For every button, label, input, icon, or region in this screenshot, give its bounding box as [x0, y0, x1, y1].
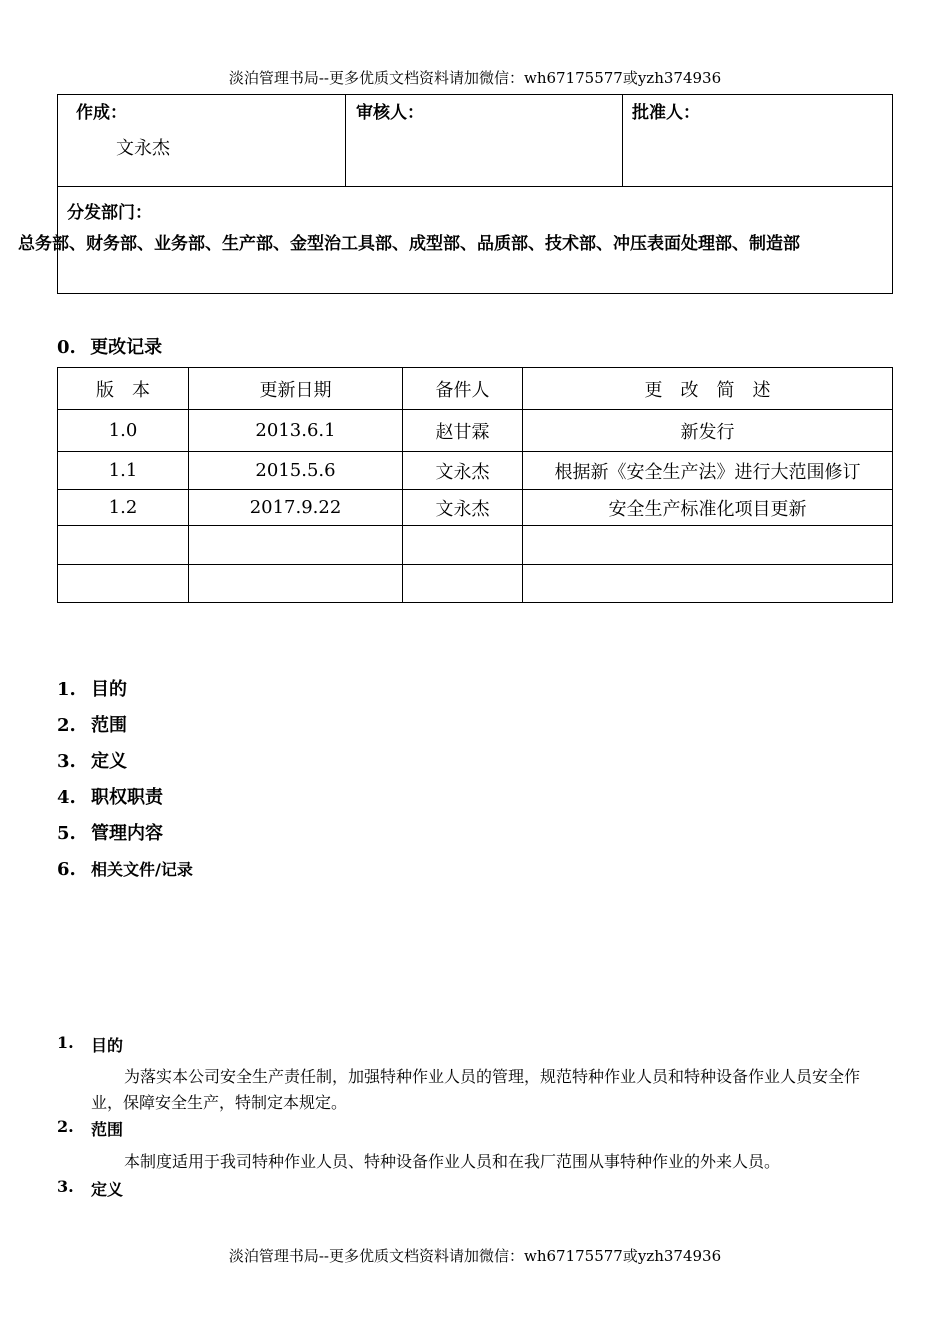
section-body: 为落实本公司安全生产责任制，加强特种作业人员的管理，规范特种作业人员和特种设备作业人员安全作业，保障安全生产，特制定本规定。	[91, 1067, 861, 1112]
cell-date	[189, 565, 403, 603]
table-row	[58, 526, 893, 565]
cell-date: 2013.6.1	[189, 410, 403, 452]
cell-version	[58, 565, 189, 603]
reviewer-cell	[346, 95, 623, 187]
toc-item	[57, 747, 193, 783]
toc-item-title: 相关文件/记录	[91, 860, 193, 879]
col-date: 更新日期	[189, 368, 403, 410]
cell-version: 1.0	[58, 410, 189, 452]
cell-version: 1.2	[58, 490, 189, 526]
section-title: 目的	[91, 1036, 124, 1055]
cell-summary: 安全生产标准化项目更新	[523, 490, 893, 526]
cell-version	[58, 526, 189, 565]
revision-heading-num: 0.	[57, 337, 76, 358]
cell-editor	[403, 565, 523, 603]
toc-item-num: 2.	[57, 715, 76, 736]
toc-item-title: 目的	[91, 679, 127, 700]
cell-summary	[523, 526, 893, 565]
table-row	[58, 565, 893, 603]
toc-item-num: 3.	[57, 751, 76, 772]
cell-summary: 根据新《安全生产法》进行大范围修订	[523, 452, 893, 490]
cell-editor: 文永杰	[403, 490, 523, 526]
cell-version: 1.1	[58, 452, 189, 490]
toc-item-num: 5.	[57, 823, 76, 844]
section-heading	[57, 1117, 123, 1140]
toc-item	[57, 819, 193, 855]
table-row	[58, 490, 893, 526]
toc-item-num: 6.	[57, 859, 76, 880]
cell-date	[189, 526, 403, 565]
reviewer-label: 审核人：	[356, 103, 424, 123]
page-header: 淡泊管理书局--更多优质文档资料请加微信：wh67175577或yzh374936	[228, 69, 722, 87]
toc-item-num: 1.	[57, 679, 76, 700]
prepared-label: 作成：	[76, 103, 127, 123]
approver-cell	[623, 95, 893, 187]
cell-summary	[523, 565, 893, 603]
signoff-table	[57, 94, 893, 294]
prepared-cell	[58, 95, 346, 187]
cell-summary: 新发行	[523, 410, 893, 452]
cell-editor: 赵甘霖	[403, 410, 523, 452]
section-title: 定义	[91, 1180, 124, 1199]
toc-item-title: 定义	[91, 751, 127, 772]
toc-item-title: 职权职责	[91, 787, 163, 808]
col-editor: 备件人	[403, 368, 523, 410]
col-summary: 更 改 简 述	[523, 368, 893, 410]
section-num: 2.	[57, 1117, 74, 1136]
cell-date: 2015.5.6	[189, 452, 403, 490]
distribution-departments: 总务部、财务部、业务部、生产部、金型治工具部、成型部、品质部、技术部、冲压表面处理部、制造部	[18, 234, 800, 254]
revision-heading	[57, 333, 162, 359]
toc-item-num: 4.	[57, 787, 76, 808]
table-row	[58, 410, 893, 452]
section-title: 范围	[91, 1120, 124, 1139]
revision-heading-title: 更改记录	[90, 337, 163, 358]
cell-date: 2017.9.22	[189, 490, 403, 526]
cell-editor: 文永杰	[403, 452, 523, 490]
page-footer: 淡泊管理书局--更多优质文档资料请加微信：wh67175577或yzh374936	[228, 1247, 722, 1265]
approver-label: 批准人：	[632, 103, 700, 123]
revision-table	[57, 367, 893, 603]
section-heading	[57, 1033, 123, 1056]
section-heading	[57, 1177, 123, 1200]
toc-item-title: 范围	[91, 715, 127, 736]
col-version: 版 本	[58, 368, 189, 410]
prepared-name: 文永杰	[116, 138, 170, 159]
table-of-contents	[57, 675, 193, 891]
toc-item	[57, 855, 193, 891]
toc-item-title: 管理内容	[91, 823, 163, 844]
distribution-label: 分发部门：	[67, 203, 152, 223]
section-num: 1.	[57, 1033, 74, 1052]
cell-editor	[403, 526, 523, 565]
table-row	[58, 452, 893, 490]
section-body: 本制度适用于我司特种作业人员、特种设备作业人员和在我厂范围从事特种作业的外来人员。	[124, 1152, 781, 1171]
toc-item	[57, 675, 193, 711]
toc-item	[57, 783, 193, 819]
table-header-row	[58, 368, 893, 410]
section-num: 3.	[57, 1177, 74, 1196]
toc-item	[57, 711, 193, 747]
